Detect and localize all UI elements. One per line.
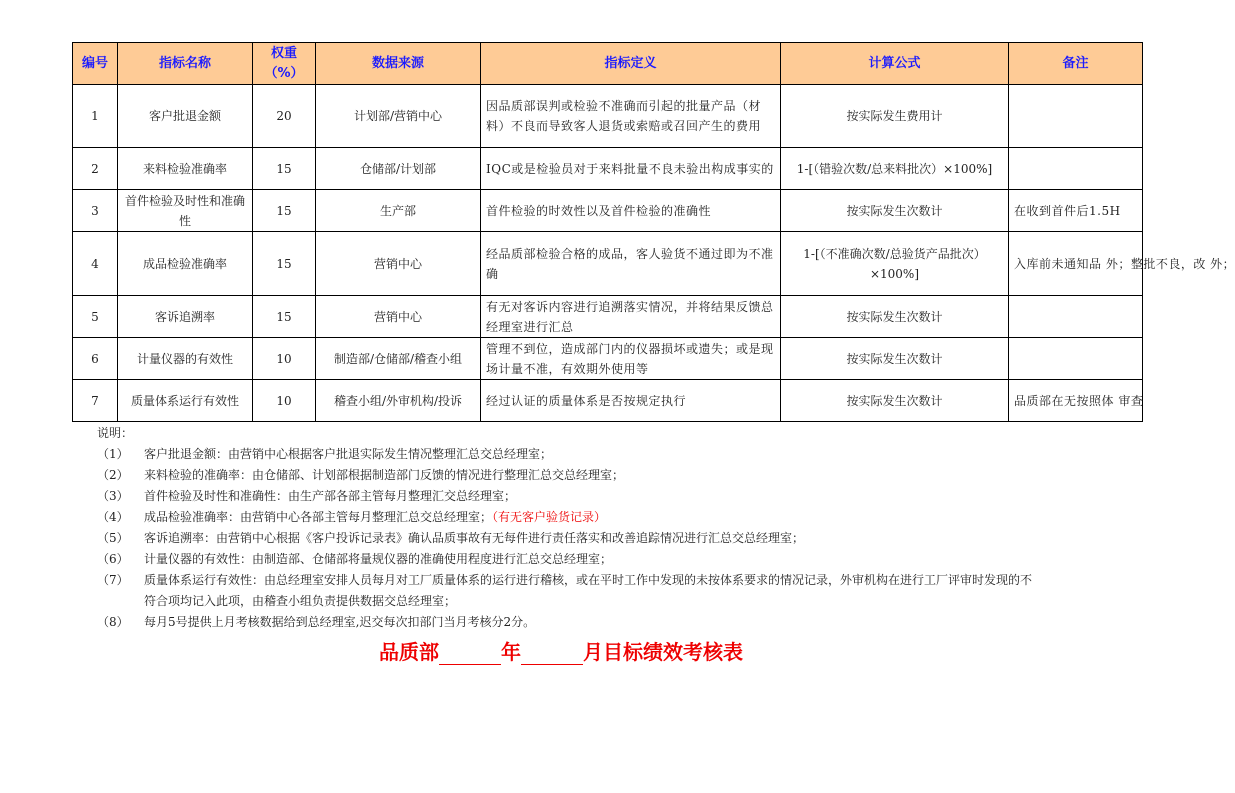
cell-no: 6 (73, 338, 118, 380)
month-blank[interactable] (521, 642, 583, 665)
note-text: 首件检验及时性和准确性：由生产部各部主管每月整理汇交总经理室； (144, 489, 517, 503)
header-name: 指标名称 (118, 43, 253, 85)
cell-source: 营销中心 (316, 296, 481, 338)
cell-name: 质量体系运行有效性 (118, 380, 253, 422)
cell-name: 客诉追溯率 (118, 296, 253, 338)
cell-remark (1009, 148, 1143, 190)
table-row (73, 190, 1143, 232)
table-row (73, 148, 1143, 190)
title-year: 年 (501, 640, 521, 664)
note-number: （6） (97, 552, 129, 566)
cell-name: 客户批退金额 (118, 85, 253, 148)
note-number: （3） (97, 489, 129, 503)
cell-remark (1009, 85, 1143, 148)
note-item (97, 549, 1034, 570)
note-item (97, 444, 1034, 465)
cell-source: 营销中心 (316, 232, 481, 296)
notes-section (97, 423, 1034, 633)
cell-weight: 15 (253, 232, 316, 296)
kpi-table (72, 42, 1235, 422)
note-text: 来料检验的准确率：由仓储部、计划部根据制造部门反馈的情况进行整理汇总交总经理室； (144, 468, 625, 482)
cell-no: 2 (73, 148, 118, 190)
note-text: 每月5号提供上月考核数据给到总经理室,迟交每次扣部门当月考核分2分。 (144, 615, 536, 629)
page-title (0, 636, 1122, 665)
header-formula: 计算公式 (781, 43, 1009, 85)
header-no: 编号 (73, 43, 118, 85)
cell-formula: 按实际发生次数计 (781, 190, 1009, 232)
note-number: （1） (97, 447, 129, 461)
cell-source: 生产部 (316, 190, 481, 232)
note-text: 质量体系运行有效性：由总经理室安排人员每月对工厂质量体系的运行进行稽核，或在平时工作中发现的未按体系要求的情况记录，外审机构在进行工厂评审时发现的不符合项均记入此项，由稽查小组负责提供数据交总经理室； (144, 573, 1033, 608)
note-number: （2） (97, 468, 129, 482)
cell-no: 7 (73, 380, 118, 422)
cell-name: 首件检验及时性和准确性 (118, 190, 253, 232)
note-number: （5） (97, 531, 129, 545)
notes-label: 说明： (97, 426, 134, 440)
note-item (97, 570, 1034, 612)
cell-remark: 品质部在无按照体 审查 (1009, 380, 1143, 422)
cell-source: 计划部/营销中心 (316, 85, 481, 148)
cell-remark (1009, 338, 1143, 380)
cell-formula: 按实际发生次数计 (781, 338, 1009, 380)
note-number: （8） (97, 615, 129, 629)
table-header-row (73, 43, 1143, 85)
note-text: 客户批退金额：由营销中心根据客户批退实际发生情况整理汇总交总经理室； (144, 447, 553, 461)
cell-source: 仓储部/计划部 (316, 148, 481, 190)
year-blank[interactable] (439, 642, 501, 665)
cell-definition: 经过认证的质量体系是否按规定执行 (481, 380, 781, 422)
cell-source: 制造部/仓储部/稽查小组 (316, 338, 481, 380)
note-text: 成品检验准确率：由营销中心各部主管每月整理汇总交总经理室； (144, 510, 493, 524)
header-weight: 权重（%） (253, 43, 316, 85)
title-rest: 月目标绩效考核表 (583, 640, 743, 664)
header-remark: 备注 (1009, 43, 1143, 85)
cell-name: 计量仪器的有效性 (118, 338, 253, 380)
note-item (97, 528, 1034, 549)
cell-remark: 入库前未通知品 外；整批不良，改 外； (1009, 232, 1143, 296)
cell-remark (1009, 296, 1143, 338)
note-text: 客诉追溯率：由营销中心根据《客户投诉记录表》确认品质事故有无每件进行责任落实和改善追踪情况进行汇总交总经理室； (144, 531, 805, 545)
cell-definition: 经品质部检验合格的成品，客人验货不通过即为不准确 (481, 232, 781, 296)
cell-no: 5 (73, 296, 118, 338)
cell-formula: 按实际发生次数计 (781, 380, 1009, 422)
cell-name: 来料检验准确率 (118, 148, 253, 190)
cell-weight: 15 (253, 190, 316, 232)
cell-formula: 1-[（不准确次数/总验货产品批次）×100%] (781, 232, 1009, 296)
note-text: 计量仪器的有效性：由制造部、仓储部将量规仪器的准确使用程度进行汇总交总经理室； (144, 552, 613, 566)
cell-source: 稽查小组/外审机构/投诉 (316, 380, 481, 422)
note-number: （4） (97, 510, 129, 524)
cell-remark: 在收到首件后1.5H (1009, 190, 1143, 232)
table-row (73, 380, 1143, 422)
header-definition: 指标定义 (481, 43, 781, 85)
note-item (97, 465, 1034, 486)
cell-no: 4 (73, 232, 118, 296)
cell-weight: 10 (253, 338, 316, 380)
cell-definition: 管理不到位，造成部门内的仪器损坏或遗失；或是现场计量不准，有效期外使用等 (481, 338, 781, 380)
cell-definition: 因品质部误判或检验不准确而引起的批量产品（材料）不良而导致客人退货或索赔或召回产生的费用 (481, 85, 781, 148)
cell-weight: 15 (253, 148, 316, 190)
cell-formula: 按实际发生费用计 (781, 85, 1009, 148)
cell-definition: 首件检验的时效性以及首件检验的准确性 (481, 190, 781, 232)
title-dept: 品质部 (379, 640, 439, 664)
table-row (73, 296, 1143, 338)
cell-weight: 10 (253, 380, 316, 422)
cell-definition: 有无对客诉内容进行追溯落实情况，并将结果反馈总经理室进行汇总 (481, 296, 781, 338)
note-item (97, 612, 1034, 633)
cell-weight: 15 (253, 296, 316, 338)
cell-definition: IQC或是检验员对于来料批量不良未验出构成事实的 (481, 148, 781, 190)
note-item (97, 486, 1034, 507)
cell-formula: 1-[（错验次数/总来料批次）×100%] (781, 148, 1009, 190)
header-source: 数据来源 (316, 43, 481, 85)
table-row (73, 232, 1143, 296)
cell-no: 1 (73, 85, 118, 148)
note-highlight: （有无客户验货记录） (492, 510, 607, 524)
cell-weight: 20 (253, 85, 316, 148)
cell-no: 3 (73, 190, 118, 232)
cell-formula: 按实际发生次数计 (781, 296, 1009, 338)
table-row (73, 85, 1143, 148)
table-row (73, 338, 1143, 380)
cell-name: 成品检验准确率 (118, 232, 253, 296)
note-number: （7） (97, 573, 129, 587)
note-item (97, 507, 1034, 528)
